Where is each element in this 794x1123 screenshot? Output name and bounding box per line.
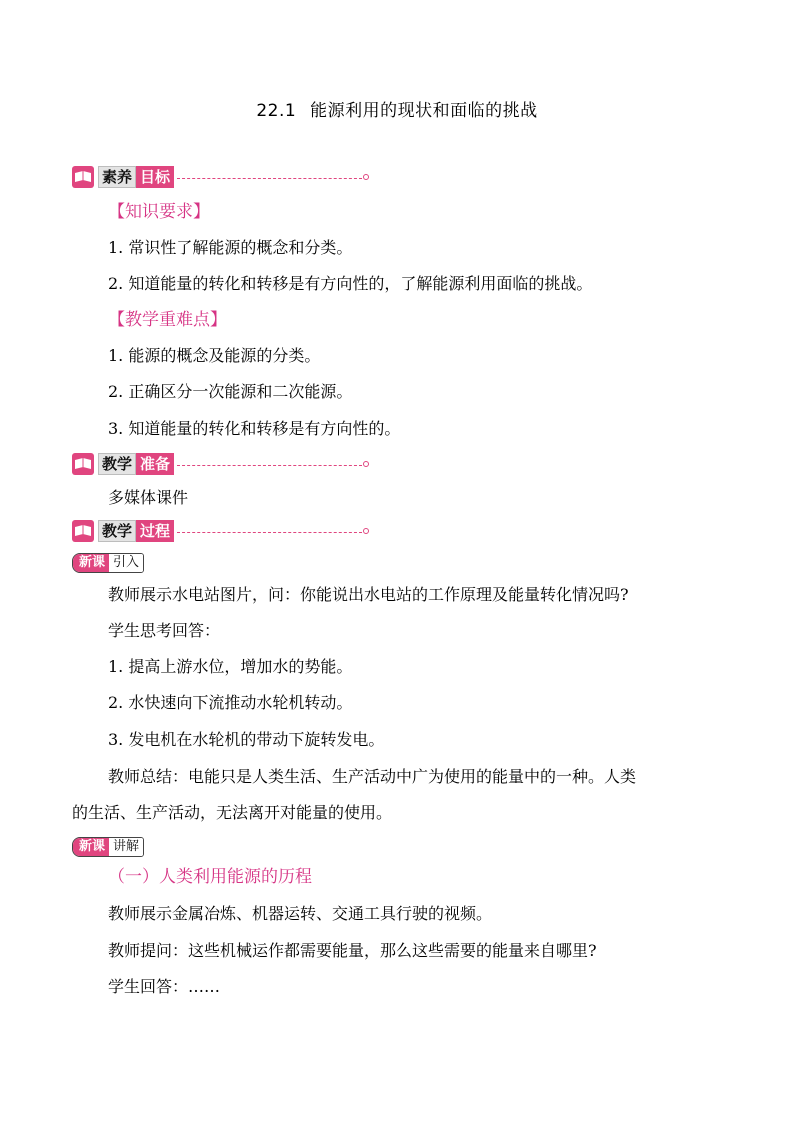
banner-divider xyxy=(177,178,362,179)
banner-divider-end xyxy=(363,528,369,534)
intro-paragraph: 学生思考回答： xyxy=(108,621,221,640)
banner-word-1: 教学 xyxy=(98,453,136,475)
intro-summary-cont: 的生活、生产活动，无法离开对能量的使用。 xyxy=(72,803,393,822)
book-icon xyxy=(72,166,94,188)
lecture-paragraph: 教师提问：这些机械运作都需要能量，那么这些需要的能量来自哪里? xyxy=(108,941,597,960)
book-icon xyxy=(72,453,94,475)
intro-item: 1. 提高上游水位，增加水的势能。 xyxy=(108,657,353,676)
tag-part-1: 新课 xyxy=(73,554,109,572)
prep-text: 多媒体课件 xyxy=(108,488,189,507)
tag-part-2: 引入 xyxy=(109,554,143,572)
banner-word-2: 目标 xyxy=(136,166,174,188)
key-points-heading: 【教学重难点】 xyxy=(108,310,227,330)
tag-part-1: 新课 xyxy=(73,838,109,856)
page-title xyxy=(0,96,794,121)
banner-word-1: 素养 xyxy=(98,166,136,188)
lecture-paragraph: 学生回答：…… xyxy=(108,977,221,996)
book-icon xyxy=(72,520,94,542)
knowledge-item: 2. 知道能量的转化和转移是有方向性的，了解能源利用面临的挑战。 xyxy=(108,274,593,293)
section-banner-goals xyxy=(72,166,369,188)
key-point-item: 3. 知道能量的转化和转移是有方向性的。 xyxy=(108,419,401,438)
section-banner-process xyxy=(72,520,369,542)
lecture-paragraph: 教师展示金属冶炼、机器运转、交通工具行驶的视频。 xyxy=(108,904,493,923)
lecture-heading: （一）人类利用能源的历程 xyxy=(108,867,312,887)
banner-word-1: 教学 xyxy=(98,520,136,542)
title-text: 能源利用的现状和面临的挑战 xyxy=(310,101,538,121)
banner-word-2: 过程 xyxy=(136,520,174,542)
tag-lecture xyxy=(72,837,144,857)
intro-item: 2. 水快速向下流推动水轮机转动。 xyxy=(108,693,353,712)
knowledge-heading: 【知识要求】 xyxy=(108,202,210,222)
title-number: 22.1 xyxy=(256,101,297,121)
intro-summary: 教师总结：电能只是人类生活、生产活动中广为使用的能量中的一种。人类 xyxy=(108,767,637,786)
section-banner-prep xyxy=(72,453,369,475)
banner-divider-end xyxy=(363,174,369,180)
tag-part-2: 讲解 xyxy=(109,838,143,856)
intro-item: 3. 发电机在水轮机的带动下旋转发电。 xyxy=(108,730,385,749)
banner-divider-end xyxy=(363,461,369,467)
banner-divider xyxy=(177,532,362,533)
intro-paragraph: 教师展示水电站图片，问：你能说出水电站的工作原理及能量转化情况吗? xyxy=(108,585,629,604)
banner-divider xyxy=(177,465,362,466)
knowledge-item: 1. 常识性了解能源的概念和分类。 xyxy=(108,238,353,257)
key-point-item: 2. 正确区分一次能源和二次能源。 xyxy=(108,382,353,401)
tag-intro xyxy=(72,553,144,573)
key-point-item: 1. 能源的概念及能源的分类。 xyxy=(108,346,321,365)
banner-word-2: 准备 xyxy=(136,453,174,475)
